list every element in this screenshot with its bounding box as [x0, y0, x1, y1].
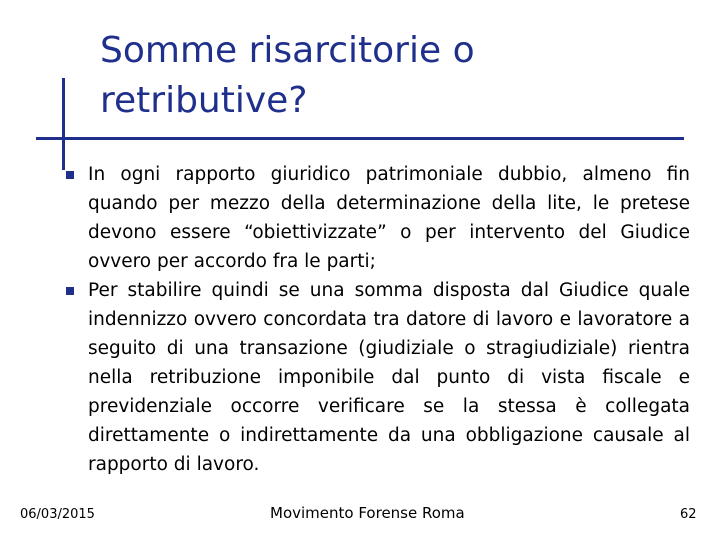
bullet-item-1	[66, 160, 690, 276]
page-number: 62	[680, 507, 697, 522]
bullet-text-1: In ogni rapporto giuridico patrimoniale dubbio, almeno fin quando per mezzo della determinazione della lite, le pretese devono essere “obiettivizzate” o per intervento del Giudice ovvero per accordo fra le parti;	[88, 164, 690, 272]
footer-date: 06/03/2015	[20, 507, 95, 522]
slide-title-line-2: retributive?	[100, 80, 308, 121]
square-bullet-icon	[66, 171, 74, 179]
footer-center-text: Movimento Forense Roma	[270, 504, 465, 522]
slide-title-line-1: Somme risarcitorie o	[100, 30, 475, 71]
square-bullet-icon	[66, 287, 74, 295]
bullet-item-2	[66, 276, 690, 479]
title-vertical-rule	[62, 78, 65, 170]
bullet-list	[66, 160, 690, 479]
slide-title	[100, 26, 660, 126]
title-horizontal-rule	[36, 137, 684, 140]
bullet-text-2: Per stabilire quindi se una somma disposta dal Giudice quale indennizzo ovvero concordata tra datore di lavoro e lavoratore a seguito di una transazione (giudiziale o stragiudiziale) rientra nella retribuzione imponibile dal punto di vista fiscale e previdenziale occorre verificare se la stessa è collegata direttamente o indirettamente da una obbligazione causale al rapporto di lavoro.	[88, 280, 690, 475]
